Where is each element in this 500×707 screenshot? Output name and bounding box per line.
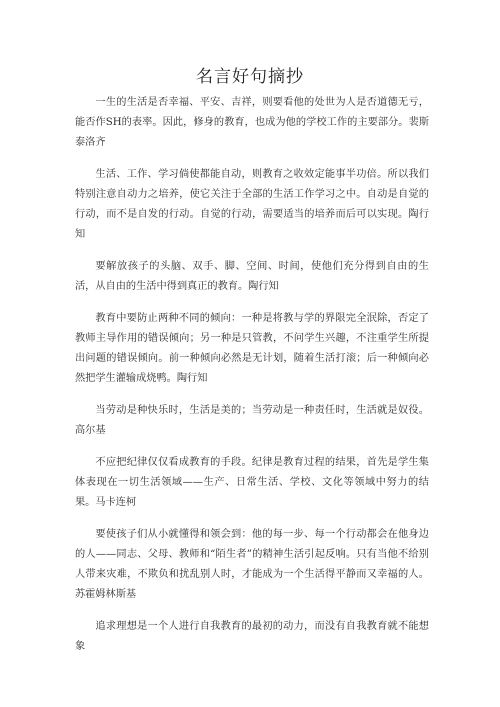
quote-paragraph: 教育中要防止两种不同的倾向：一种是将教与学的界限完全泯除，否定了教师主导作用的错误倾向；另一种是只管教，不问学生兴趣，不注重学生所提出问题的错误倾向。前一种倾向必然是无计划，随着生活打滚；后一种倾向必然把学生灌输成烧鸭。陶行知 <box>75 313 429 384</box>
quote-paragraph: 生活、工作、学习倘使都能自动，则教育之收效定能事半功倍。所以我们特别注意自动力之培养，使它关注于全部的生活工作学习之中。自动是自觉的行动，而不是自发的行动。自觉的行动，需要适当的培养而后可以实现。陶行知 <box>75 169 429 240</box>
quote-paragraph: 当劳动是种快乐时，生活是美的；当劳动是一种责任时，生活就是奴役。高尔基 <box>75 405 429 436</box>
quote-paragraph: 一生的生活是否幸福、平安、吉祥，则要看他的处世为人是否道德无亏，能否作SH的表率。因此，修身的教育，也成为他的学校工作的主要部分。裴斯泰洛齐 <box>75 97 429 148</box>
document-body <box>75 93 429 669</box>
quote-paragraph: 要使孩子们从小就懂得和领会到：他的每一步、每一个行动都会在他身边的人——同志、父母、教师和“陌生者”的精神生活引起反响。只有当他不给别人带来灾难，不欺负和扰乱别人时，才能成为一个生活得平静而又幸福的人。苏霍姆林斯基 <box>75 529 429 600</box>
quote-paragraph: 追求理想是一个人进行自我教育的最初的动力，而没有自我教育就不能想象 <box>75 621 429 652</box>
quote-paragraph: 要解放孩子的头脑、双手、脚、空间、时间，使他们充分得到自由的生活，从自由的生活中得到真正的教育。陶行知 <box>75 261 429 292</box>
quote-paragraph: 不应把纪律仅仅看成教育的手段。纪律是教育过程的结果，首先是学生集体表现在一切生活领域——生产、日常生活、学校、文化等领域中努力的结果。马卡连柯 <box>75 457 429 508</box>
document-title: 名言好句摘抄 <box>196 67 304 87</box>
